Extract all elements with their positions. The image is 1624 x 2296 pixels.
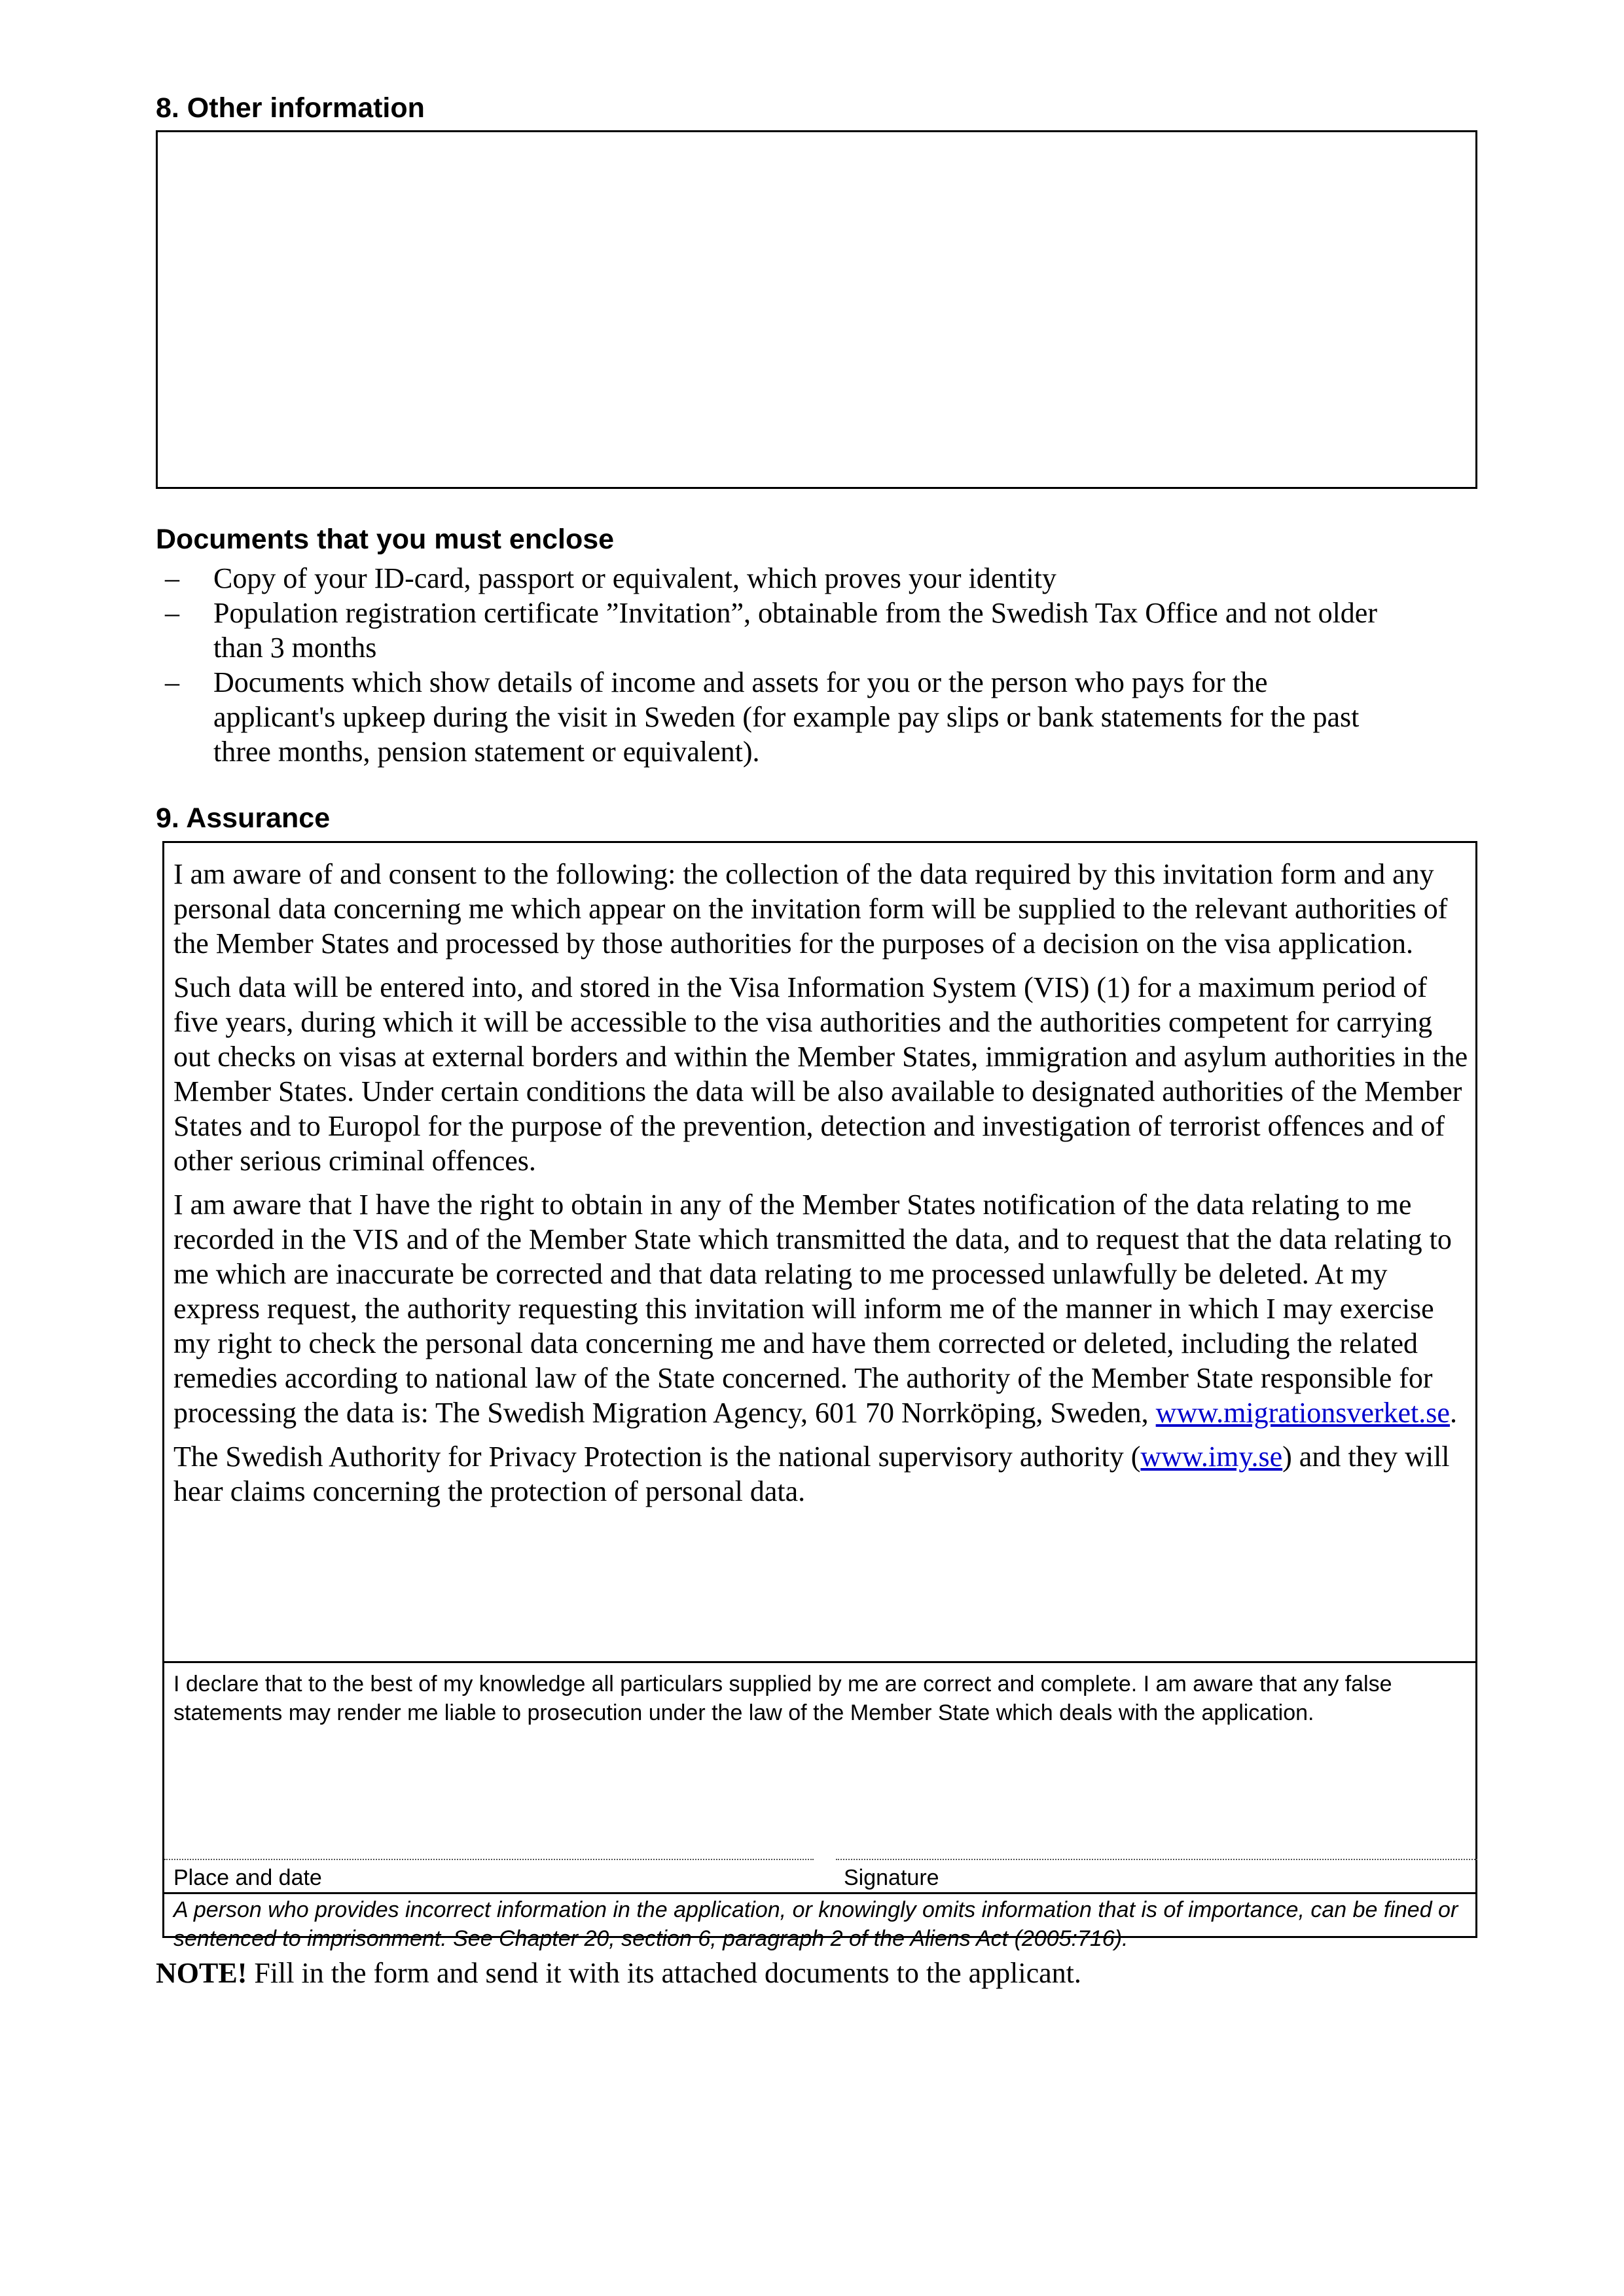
- signature-row: [164, 1861, 1475, 1894]
- paragraph-text: .: [1449, 1397, 1457, 1429]
- signature-line[interactable]: [836, 1859, 1477, 1860]
- section-9-heading: 9. Assurance: [156, 802, 331, 834]
- paragraph-text: The Swedish Authority for Privacy Protection is the national supervisory authority (: [173, 1441, 1141, 1473]
- paragraph-text: ) and they will hear claims concerning the protection of personal data.: [173, 1441, 1450, 1507]
- assurance-text: [164, 843, 1475, 1663]
- bullet-dash: –: [165, 666, 179, 698]
- documents-list: [156, 561, 1386, 769]
- section-8-heading: 8. Other information: [156, 92, 425, 124]
- list-item: [156, 561, 1386, 596]
- assurance-paragraph-4: [173, 1439, 1476, 1509]
- assurance-paragraph-3: [173, 1187, 1476, 1430]
- document-item-text: Copy of your ID-card, passport or equivalent, which proves your identity: [213, 562, 1056, 594]
- assurance-paragraph-2: Such data will be entered into, and stored in the Visa Information System (VIS) (1) for a maximum period of five years, during which it will be accessible to the visa authorities and the authorities competent for carrying out checks on visas at external borders and within the Member States, immigration and asylum authorities in the Member States. Under certain conditions the data will be also available to designated authorities of the Member States and to Europol for the purpose of the prevention, detection and investigation of terrorist offences and of other serious criminal offences.: [173, 971, 1468, 1177]
- note-label: NOTE!: [156, 1957, 247, 1989]
- document-item-text: Population registration certificate ”Invitation”, obtainable from the Swedish Tax Office and not older than 3 months: [213, 597, 1377, 664]
- other-information-field[interactable]: [156, 130, 1477, 489]
- place-date-label: Place and date: [173, 1865, 322, 1890]
- assurance-box: [162, 841, 1477, 1951]
- paragraph-text: I am aware that I have the right to obtain in any of the Member States notification of the data relating to me recorded in the VIS and of the Member State which transmitted the data, and to request that the data relating to me which are inaccurate be corrected and that data relating to me processed unlawfully be deleted. At my express request, the authority requesting this invitation will inform me of the manner in which I may exercise my right to check the personal data concerning me and have them corrected or deleted, including the related remedies according to national law of the State concerned. The authority of the Member State responsible for processing the data is: The Swedish Migration Agency, 601 70 Norrköping, Sweden,: [173, 1189, 1452, 1429]
- list-item: [156, 596, 1386, 665]
- declaration-text: I declare that to the best of my knowledge all particulars supplied by me are correct and complete. I am aware that any false statements may render me liable to prosecution under the law of the Member State which deals with the application.: [173, 1672, 1392, 1725]
- signature-label: Signature: [844, 1865, 939, 1890]
- document-item-text: Documents which show details of income and assets for you or the person who pays for the applicant's upkeep during the visit in Sweden (for example pay slips or bank statements for the past three months, pension statement or equivalent).: [213, 666, 1360, 768]
- migrationsverket-link[interactable]: www.migrationsverket.se: [1155, 1397, 1450, 1429]
- list-item: [156, 665, 1386, 769]
- note-line: [156, 1956, 1477, 1990]
- note-text: Fill in the form and send it with its attached documents to the applicant.: [247, 1957, 1081, 1989]
- place-date-line[interactable]: [164, 1859, 814, 1860]
- bullet-dash: –: [165, 597, 179, 629]
- assurance-paragraph-1: I am aware of and consent to the following: the collection of the data required by this invitation form and any personal data concerning me which appear on the invitation form will be supplied to the relevant authorities of the Member States and processed by those authorities for the purposes of a decision on the visa application.: [173, 858, 1448, 960]
- imy-link[interactable]: www.imy.se: [1140, 1441, 1283, 1473]
- documents-heading: Documents that you must enclose: [156, 524, 615, 555]
- bullet-dash: –: [165, 562, 179, 594]
- penalty-warning: A person who provides incorrect information in the application, or knowingly omits information that is of importance, can be fined or sentenced to imprisonment. See Chapter 20, section 6, paragraph 2 of the Aliens Act (2005:716).: [173, 1897, 1458, 1951]
